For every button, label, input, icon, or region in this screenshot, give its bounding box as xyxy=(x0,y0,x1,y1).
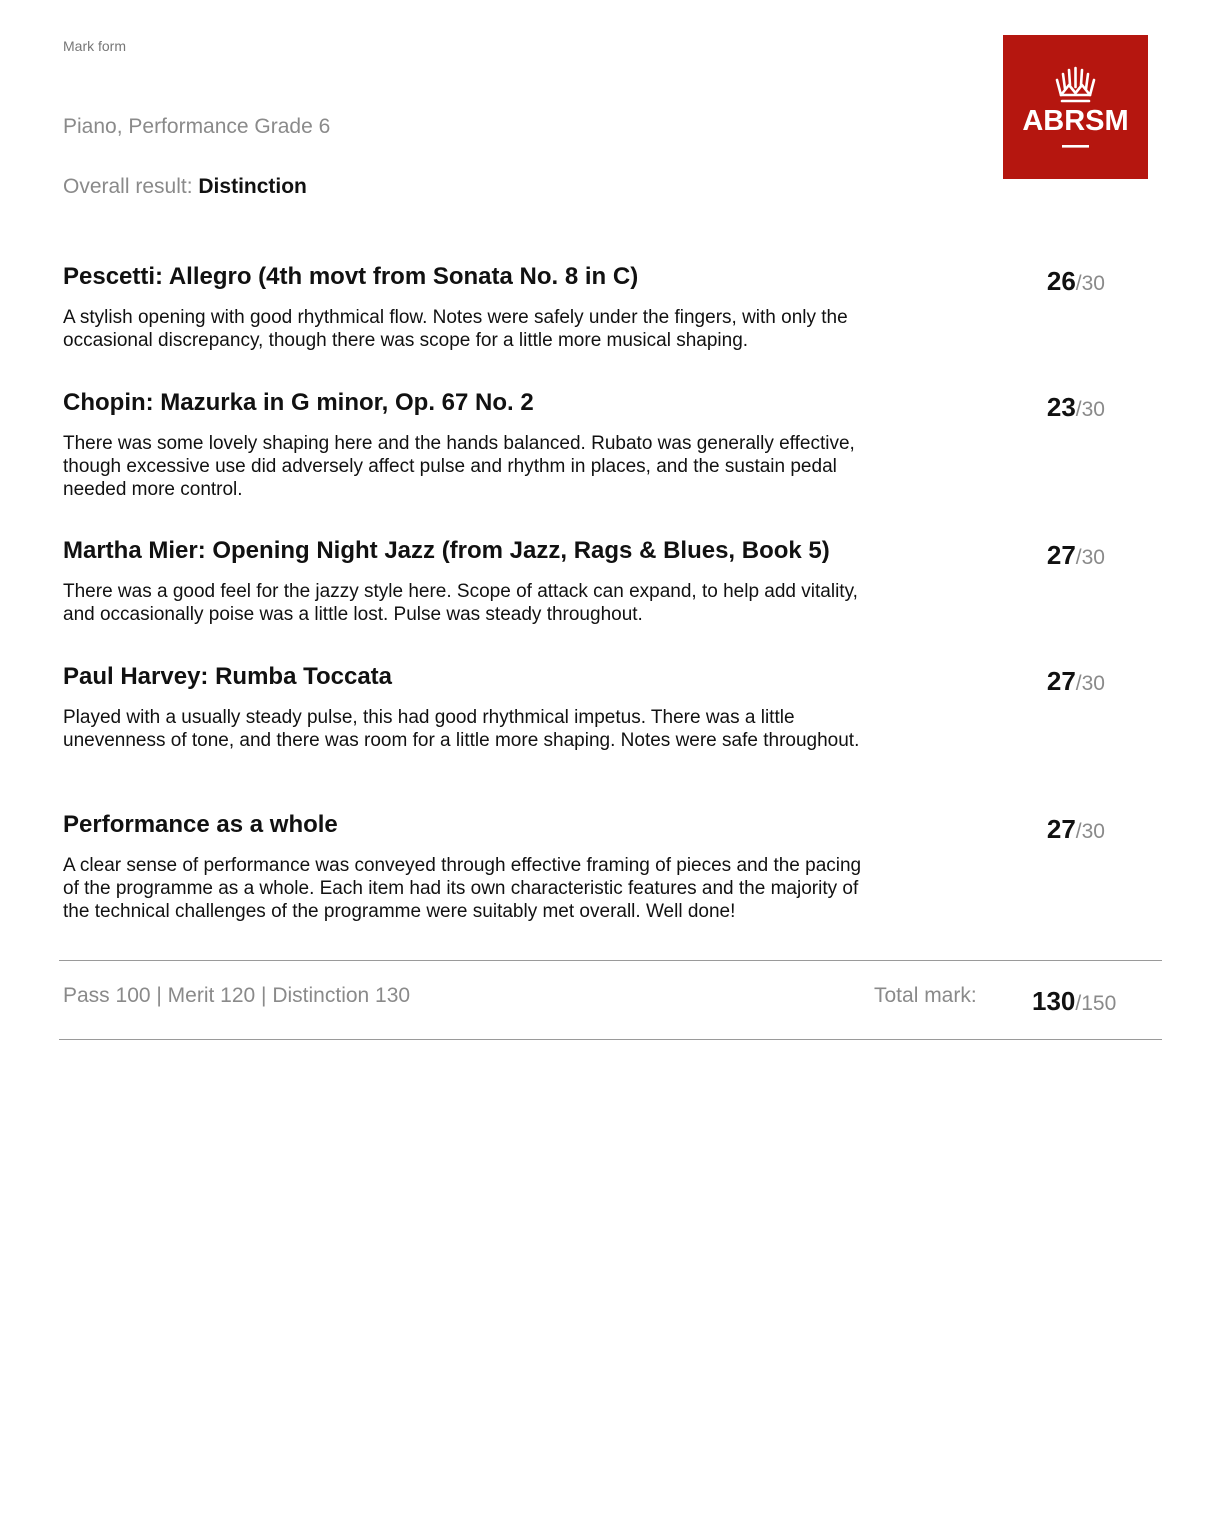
piece-score xyxy=(1047,540,1105,573)
exam-title: Piano, Performance Grade 6 xyxy=(63,115,331,138)
divider-bottom xyxy=(59,1039,1162,1040)
piece-max: /30 xyxy=(1075,820,1105,843)
piece-comment: A clear sense of performance was conveyed through effective framing of pieces and the pacing of the programme as a whole. Each item had its own characteristic features and the majority of the technical challenges of the programme were suitably met overall. Well done! xyxy=(63,855,862,922)
total-mark-label: Total mark: xyxy=(874,984,977,1007)
piece-title: Chopin: Mazurka in G minor, Op. 67 No. 2 xyxy=(63,389,534,416)
piece-mark: 27 xyxy=(1046,814,1076,844)
piece-title: Performance as a whole xyxy=(63,811,338,838)
logo-text: ABRSM xyxy=(1022,105,1129,137)
piece-item xyxy=(63,262,1163,388)
piece-title: Martha Mier: Opening Night Jazz (from Jazz, Rags & Blues, Book 5) xyxy=(63,537,830,564)
piece-mark: 23 xyxy=(1046,392,1076,422)
piece-item xyxy=(63,662,1163,810)
piece-score xyxy=(1047,266,1105,299)
piece-score xyxy=(1047,392,1105,425)
grade-thresholds: Pass 100 | Merit 120 | Distinction 130 xyxy=(63,984,411,1007)
piece-comment: There was some lovely shaping here and the hands balanced. Rubato was generally effective, though excessive use did adversely affect pulse and rhythm in places, and the sustain pedal needed more control. xyxy=(63,433,855,500)
form-label: Mark form xyxy=(63,38,126,54)
total-score xyxy=(1032,986,1116,1017)
piece-score xyxy=(1047,666,1105,699)
piece-max: /30 xyxy=(1075,398,1105,421)
piece-score xyxy=(1047,814,1105,847)
piece-comment: A stylish opening with good rhythmical flow. Notes were safely under the fingers, with only the occasional discrepancy, though there was scope for a little more musical shaping. xyxy=(63,307,848,351)
piece-title: Pescetti: Allegro (4th movt from Sonata No. 8 in C) xyxy=(63,263,639,290)
pieces-list xyxy=(63,262,1163,960)
total-mark: 130 xyxy=(1032,986,1076,1016)
piece-title: Paul Harvey: Rumba Toccata xyxy=(63,663,393,690)
piece-mark: 26 xyxy=(1046,266,1076,296)
piece-max: /30 xyxy=(1075,546,1105,569)
overall-result-label: Overall result: xyxy=(63,175,193,198)
divider-top xyxy=(59,960,1162,961)
piece-max: /30 xyxy=(1075,272,1105,295)
abrsm-logo xyxy=(1003,35,1148,179)
piece-item xyxy=(63,810,1163,960)
piece-item xyxy=(63,388,1163,536)
piece-comment: Played with a usually steady pulse, this had good rhythmical impetus. There was a little unevenness of tone, and there was room for a little more shaping. Notes were safe throughout. xyxy=(63,707,860,751)
total-max: /150 xyxy=(1075,992,1117,1015)
overall-result xyxy=(63,175,307,199)
piece-mark: 27 xyxy=(1046,540,1076,570)
piece-comment: There was a good feel for the jazzy style here. Scope of attack can expand, to help add vitality, and occasionally poise was a little lost. Pulse was steady throughout. xyxy=(63,581,858,625)
piece-max: /30 xyxy=(1075,672,1105,695)
piece-item xyxy=(63,536,1163,662)
piece-mark: 27 xyxy=(1046,666,1076,696)
overall-result-value: Distinction xyxy=(198,175,307,198)
